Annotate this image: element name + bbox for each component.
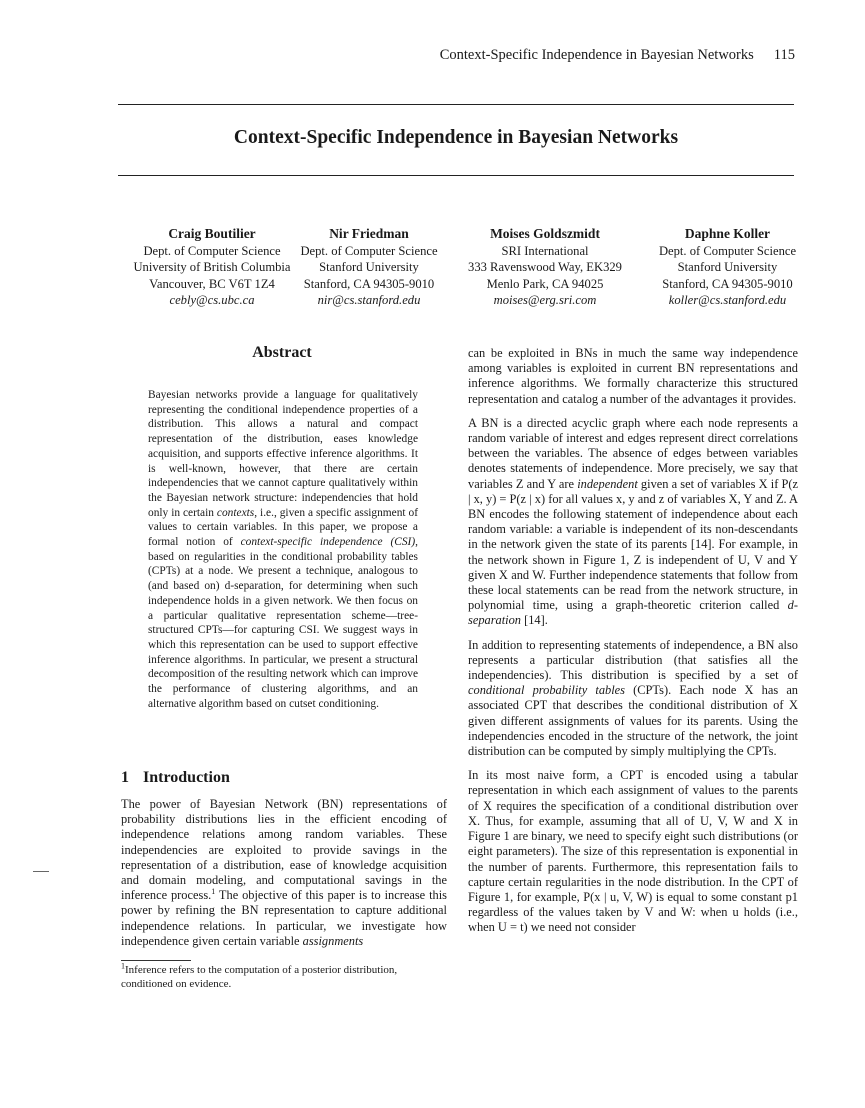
section-heading xyxy=(121,769,230,787)
body-paragraph: In addition to representing statements of independence, a BN also represents a particular distribution (that satisfies all the independencies). This distribution is specified by a set of conditional probability tables (CPTs). Each node X has an associated CPT that describes the conditional distribution of X given different assignments of values for its parents. Using the independencies encoded in the structure of the network, the joint distribution can be computed by simply multiplying the CPTs. xyxy=(468,637,799,759)
author-address: Stanford, CA 94305-9010 xyxy=(303,276,435,291)
section-number: 1 xyxy=(121,769,129,786)
author-affiliation: Dept. of Computer Science xyxy=(143,243,281,258)
title-rule-bottom xyxy=(118,175,794,176)
body-paragraph: A BN is a directed acyclic graph where each node represents a random variable of interest and edges represent direct correlations between the variables. The absence of edges between variables denotes statements of independence. More precisely, we say that variables Z and Y are independent given a set of variables X if P(z | x, y) = P(z | x) for all values x, y and z of variables X, Y and Z. A BN encodes the following statement of independence about each random variable: a variable is independent of its non-descendants in the network given the state of its parents [14]. For example, in the network shown in Figure 1, Z is independent of U, V and Y given X and W. Further independence statements that follow from these local statements can be read from the network structure, in polynomial time, using a graph-theoretic criterion called d-separation [14]. xyxy=(468,415,799,628)
author-block xyxy=(284,226,454,309)
author-affiliation: 333 Ravenswood Way, EK329 xyxy=(468,260,622,274)
paper-title: Context-Specific Independence in Bayesian Networks xyxy=(233,127,679,148)
author-name: Moises Goldszmidt xyxy=(490,226,600,241)
page-number: 115 xyxy=(773,47,795,63)
footnote-marker: 1 xyxy=(211,887,216,897)
author-email: cebly@cs.ubc.ca xyxy=(169,293,255,307)
author-address: Vancouver, BC V6T 1Z4 xyxy=(149,276,275,291)
author-email: moises@erg.sri.com xyxy=(493,293,597,307)
right-column xyxy=(468,346,798,945)
running-title: Context-Specific Independence in Bayesian Networks xyxy=(439,47,754,63)
author-address: Menlo Park, CA 94025 xyxy=(486,276,604,291)
author-name: Craig Boutilier xyxy=(168,226,256,241)
author-block xyxy=(117,226,307,309)
abstract-heading: Abstract xyxy=(252,344,312,361)
author-block xyxy=(640,226,815,309)
body-paragraph: In its most naive form, a CPT is encoded using a tabular representation in which each assignment of values to the parents of X requires the specification of a conditional distribution over X. Thus, for example, assuming that all of U, V, W and X in Figure 1 are binary, we need to specify eight such distributions (or eight parameters). The size of this representation is exponential in the number of parents. Furthermore, this representation fails to capture certain regularities in the node distribution. In the CPT of Figure 1, for example, P(x | u, V, W) is equal to some constant p1 regardless of the values taken by V and W: when u holds (i.e., when U = t) we need not consider xyxy=(468,768,798,935)
section-title: Introduction xyxy=(143,769,230,786)
margin-mark xyxy=(33,871,49,872)
abstract-text: Bayesian networks provide a language for qualitatively representing the conditional independence properties of a distribution. This allows a natural and compact representation of the distribution, eases knowledge acquisition, and supports effective inference algorithms. It is well-known, however, that there are certain independencies that we cannot capture qualitatively within the Bayesian network structure: independencies that hold only in certain contexts, i.e., given a specific assignment of values to certain variables. In this paper, we propose a formal notion of context-specific independence (CSI), based on regularities in the conditional probability tables (CPTs) at a node. We present a technique, analogous to (and based on) d-separation, for determining when such independence holds in a given network. We then focus on a particular qualitative representation scheme—tree-structured CPTs—for capturing CSI. We suggest ways in which this representation can be used to support effective inference algorithms. In particular, we present a structural decomposition of the resulting network which can improve the performance of clustering algorithms, and an alternative algorithm based on cutset conditioning. xyxy=(148,389,419,710)
author-affiliation: Stanford University xyxy=(319,260,419,274)
running-header xyxy=(440,47,795,64)
author-email: nir@cs.stanford.edu xyxy=(317,293,421,307)
author-affiliation: Dept. of Computer Science xyxy=(658,243,797,258)
author-affiliation: Dept. of Computer Science xyxy=(300,243,438,258)
author-address: Stanford, CA 94305-9010 xyxy=(662,276,793,291)
author-affiliation: Stanford University xyxy=(677,260,778,274)
author-name: Daphne Koller xyxy=(684,226,771,241)
author-name: Nir Friedman xyxy=(329,226,409,241)
footnote: $^1$Inference refers to the computation of a posterior distribution, conditioned on evidence. xyxy=(121,961,398,990)
footnote-mark: 1 xyxy=(121,961,125,971)
author-email: koller@cs.stanford.edu xyxy=(668,293,787,307)
body-paragraph: can be exploited in BNs in much the same way independence among variables is exploited in current BN representations and inference algorithms. We formally characterize this structured representation and catalog a number of the advantages it provides. xyxy=(468,346,798,406)
introduction-paragraph: The power of Bayesian Network (BN) representations of probability distributions lies in the efficient encoding of independence relations among random variables. These independencies are exploited to provide savings in the representation of a distribution, ease of knowledge acquisition and domain modeling, and computational savings in the inference process.$^1$ The objective of this paper is to increase this power by refining the BN representation to capture additional independence relations. In particular, we investigate how independence given certain variable assignments xyxy=(121,797,447,948)
author-affiliation: University of British Columbia xyxy=(133,260,291,274)
title-rule-top xyxy=(118,104,794,105)
author-affiliation: SRI International xyxy=(501,243,589,258)
footnote-rule xyxy=(121,960,191,961)
author-block xyxy=(455,226,635,309)
